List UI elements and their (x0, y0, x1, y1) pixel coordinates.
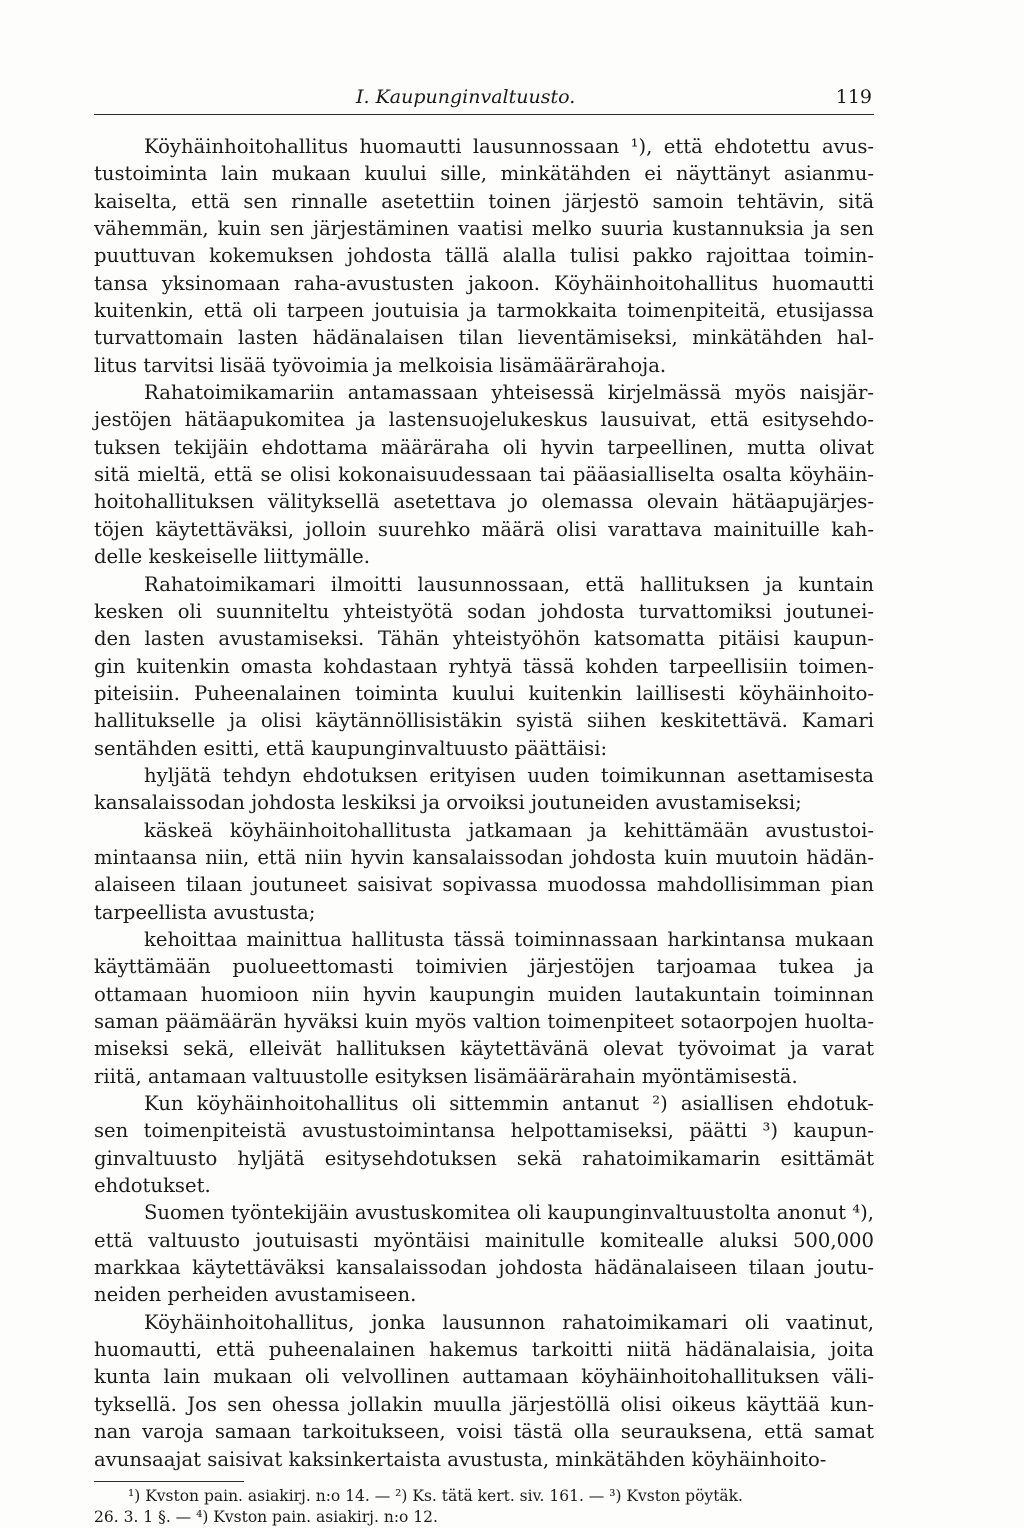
text-line: sen toimenpiteistä avustustoimintansa helpottamiseksi, päätti ³) kaupun- (94, 1119, 874, 1143)
text-line: saman päämäärän hyväksi kuin myös valtion toimenpiteet sotaorpojen huolta- (94, 1010, 874, 1033)
text-line: kesken oli suunniteltu yhteistyötä sodan johdosta turvattomiksi joutunei- (94, 599, 874, 623)
text-line: tuksen tekijäin ehdottama määräraha oli hyvin tarpeellinen, mutta olivat (94, 435, 874, 459)
text-line: puuttuvan kokemuksen johdosta tällä alalla tulisi pakko rajoittaa toimin- (94, 244, 874, 268)
text-line: jestöjen hätäapukomitea ja lastensuojelukeskus lausuivat, että esitysehdo- (94, 408, 874, 432)
text-line: hyljätä tehdyn ehdotuksen erityisen uuden toimikunnan asettamisesta (144, 763, 874, 787)
text-line: kansalaissodan johdosta leskiksi ja orvoiksi joutuneiden avustamiseksi; (94, 791, 802, 815)
text-line: sitä mieltä, että se olisi kokonaisuudessaan tai pääasialliselta osalta köyhäin- (94, 463, 874, 487)
text-line: ottamaan huomioon niin hyvin kaupungin muiden lautakuntain toiminnan (94, 982, 874, 1006)
text-line: Köyhäinhoitohallitus huomautti lausunnossaan ¹), että ehdotettu avus- (144, 135, 874, 158)
page-number: 119 (835, 86, 872, 108)
body-text (94, 133, 874, 1473)
text-line: avunsaajat saisivat kaksinkertaista avustusta, minkätähden köyhäinhoito- (94, 1447, 827, 1471)
text-line: kunta lain mukaan oli velvollinen auttamaan köyhäinhoitohallituksen väli- (94, 1365, 874, 1389)
paragraph (94, 1090, 874, 1199)
text-line: mintaansa niin, että niin hyvin kansalaissodan johdosta kuin muutoin hädän- (94, 845, 874, 869)
text-line: vähemmän, kuin sen järjestäminen vaatisi melko suuria kustannuksia ja sen (94, 217, 874, 241)
paragraph (94, 379, 874, 570)
paragraph (94, 817, 874, 926)
text-line: gin kuitenkin omasta kohdastaan ryhtyä tässä kohden tarpeellisiin toimen- (94, 654, 874, 678)
header-title: I. Kaupunginvaltuusto. (356, 86, 576, 108)
footnote-rule (94, 1481, 244, 1482)
footnotes (94, 1486, 874, 1528)
text-line: litus tarvitsi lisää työvoimia ja melkoisia lisämäärärahoja. (94, 353, 667, 377)
running-header (94, 80, 874, 115)
text-line: Suomen työntekijäin avustuskomitea oli kaupunginvaltuustolta anonut ⁴), (144, 1201, 874, 1225)
text-line: ehdotukset. (94, 1174, 211, 1198)
text-line: Kun köyhäinhoitohallitus oli sittemmin antanut ²) asiallisen ehdotuk- (144, 1092, 874, 1116)
text-line: hoitohallituksen välityksellä asetettava jo olemassa olevain hätäapujärjes- (94, 490, 874, 514)
text-line: ginvaltuusto hyljätä esitysehdotuksen sekä rahatoimikamarin esittämät (94, 1146, 874, 1170)
text-line: den lasten avustamiseksi. Tähän yhteistyöhön katsomatta pitäisi kaupun- (94, 627, 874, 651)
text-line: hallitukselle ja olisi käytännöllisistäkin syistä siihen keskitettävä. Kamari (94, 709, 874, 733)
text-line: huomautti, että puheenalainen hakemus tarkoitti niitä hädänalaisia, joita (94, 1338, 874, 1362)
text-line: markkaa käytettäväksi kansalaissodan johdosta hädänalaiseen tilaan joutu- (94, 1256, 874, 1280)
text-line: tyksellä. Jos sen ohessa jollakin muulla järjestöllä olisi oikeus käyttää kun- (94, 1392, 874, 1416)
text-line: turvattomain lasten hädänalaisen tilan lieventämiseksi, minkätähden hal- (94, 326, 874, 350)
paragraph (94, 762, 874, 817)
text-line: käyttämään puolueettomasti toimivien järjestöjen tarjoamaa tukea ja (94, 955, 874, 979)
text-line: töjen käytettäväksi, jolloin suurehko määrä olisi varattava mainituille kah- (94, 517, 874, 541)
paragraph (94, 926, 874, 1090)
text-line: sentähden esitti, että kaupunginvaltuusto päättäisi: (94, 736, 608, 760)
text-line: tansa yksinomaan raha-avustusten jakoon. Köyhäinhoitohallitus huomautti (94, 271, 874, 295)
text-line: piteisiin. Puheenalainen toiminta kuului kuitenkin laillisesti köyhäinhoito- (94, 681, 874, 705)
text-line: alaiseen tilaan joutuneet saisivat sopivassa muodossa mahdollisimman pian (94, 873, 874, 897)
footnote-line: ¹) Kvston pain. asiakirj. n:o 14. — ²) Ks. tätä kert. siv. 161. — ³) Kvston pöytäk. (128, 1486, 743, 1505)
text-line: että valtuusto joutuisasti myöntäisi mainitulle komitealle aluksi 500,000 (94, 1228, 874, 1252)
paragraph (94, 1199, 874, 1308)
text-line: Rahatoimikamariin antamassaan yhteisessä kirjelmässä myös naisjär- (144, 381, 874, 405)
text-line: Rahatoimikamari ilmoitti lausunnossaan, että hallituksen ja kuntain (144, 572, 874, 596)
text-line: kuitenkin, että oli tarpeen joutuisia ja tarmokkaita toimenpiteitä, etusijassa (94, 299, 874, 323)
text-line: tarpeellista avustusta; (94, 900, 316, 924)
paragraph (94, 1309, 874, 1473)
text-line: nan varoja samaan tarkoitukseen, voisi tästä olla seurauksena, että samat (94, 1420, 874, 1444)
text-line: neiden perheiden avustamiseen. (94, 1283, 417, 1307)
document-page (94, 80, 874, 1528)
text-line: miseksi sekä, elleivät hallituksen käytettävänä olevat työvoimat ja varat (94, 1037, 874, 1061)
text-line: käskeä köyhäinhoitohallitusta jatkamaan ja kehittämään avustustoi- (144, 818, 874, 842)
text-line: kehoittaa mainittua hallitusta tässä toiminnassaan harkintansa mukaan (144, 927, 874, 951)
text-line: delle keskeiselle liittymälle. (94, 545, 370, 569)
footnote-line: 26. 3. 1 §. — ⁴) Kvston pain. asiakirj. n:o 12. (94, 1507, 438, 1526)
text-line: Köyhäinhoitohallitus, jonka lausunnon rahatoimikamari oli vaatinut, (144, 1310, 874, 1334)
text-line: tustoiminta lain mukaan kuului sille, minkätähden ei näyttänyt asianmu- (94, 162, 874, 186)
text-line: kaiselta, että sen rinnalle asetettiin toinen järjestö samoin tehtävin, sitä (94, 189, 874, 213)
text-line: riitä, antamaan valtuustolle esityksen lisämäärärahain myöntämisestä. (94, 1064, 798, 1088)
paragraph (94, 133, 874, 379)
paragraph (94, 571, 874, 762)
